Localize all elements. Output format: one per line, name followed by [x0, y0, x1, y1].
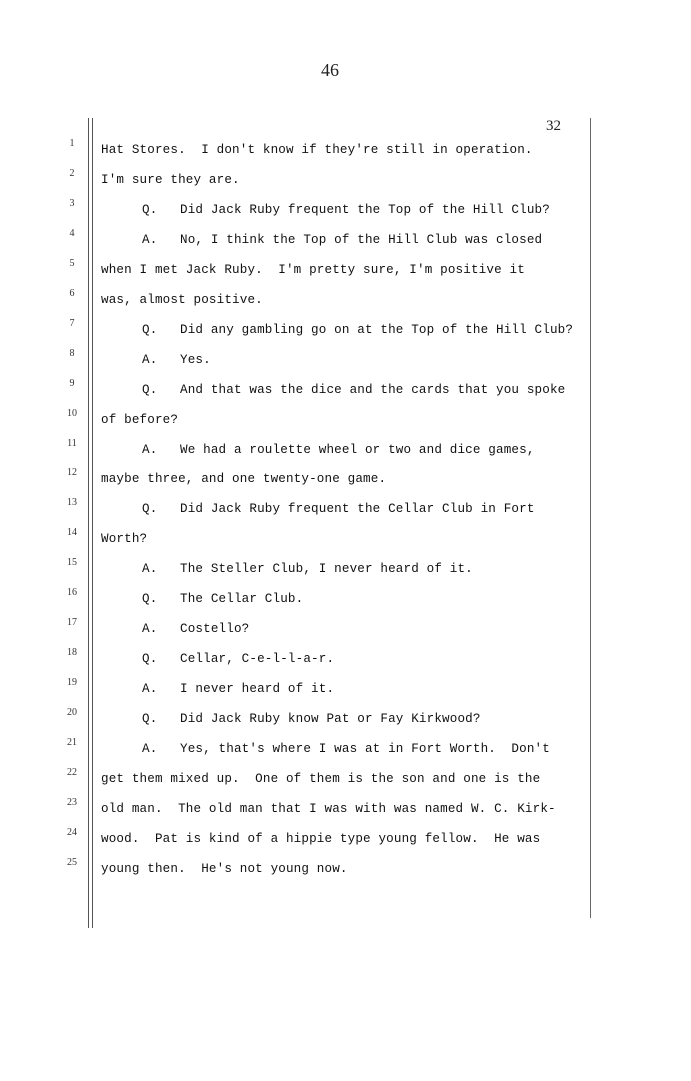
transcript-line: [101, 293, 263, 307]
line-number: 12: [67, 467, 77, 478]
line-number: 5: [69, 258, 75, 269]
line-text: Cellar, C-e-l-l-a-r.: [180, 652, 335, 666]
line-text: And that was the dice and the cards that you spoke: [180, 383, 566, 397]
line-number: 8: [69, 348, 75, 359]
line-number: 23: [67, 797, 77, 808]
speaker-label: A.: [142, 233, 158, 247]
right-margin-rule: [590, 118, 591, 918]
line-text: I'm sure they are.: [101, 173, 240, 187]
transcript-line: [142, 592, 303, 606]
line-text: was, almost positive.: [101, 293, 263, 307]
line-text: of before?: [101, 413, 179, 427]
line-number: 10: [67, 408, 77, 419]
line-text: Did Jack Ruby frequent the Top of the Hill Club?: [180, 203, 550, 217]
line-number: 1: [69, 138, 75, 149]
transcript-line: [142, 562, 473, 576]
transcript-line: [142, 203, 550, 217]
left-margin-rule: [88, 118, 89, 928]
line-number: 9: [69, 378, 75, 389]
line-text: Yes.: [180, 353, 211, 367]
left-margin-rule-inner: [92, 118, 93, 928]
line-text: We had a roulette wheel or two and dice games,: [180, 443, 535, 457]
line-text: Hat Stores. I don't know if they're still in operation.: [101, 143, 533, 157]
transcript-line: [101, 532, 147, 546]
speaker-label: Q.: [142, 652, 158, 666]
line-text: The Steller Club, I never heard of it.: [180, 562, 473, 576]
line-text: Worth?: [101, 532, 148, 546]
transcript-page-number: 32: [546, 118, 561, 134]
line-text: maybe three, and one twenty-one game.: [101, 472, 387, 486]
speaker-label: A.: [142, 742, 158, 756]
transcript-line: [101, 143, 533, 157]
line-text: wood. Pat is kind of a hippie type young fellow. He was: [101, 832, 541, 846]
transcript-line: [142, 443, 535, 457]
line-number: 3: [69, 198, 75, 209]
line-text: The Cellar Club.: [180, 592, 304, 606]
line-text: Did Jack Ruby know Pat or Fay Kirkwood?: [180, 712, 481, 726]
line-number: 14: [67, 527, 77, 538]
line-text: Yes, that's where I was at in Fort Worth. Don't: [180, 742, 550, 756]
line-text: I never heard of it.: [180, 682, 335, 696]
transcript-line: [101, 263, 525, 277]
transcript-line: [101, 832, 540, 846]
line-number: 15: [67, 557, 77, 568]
line-number: 21: [67, 737, 77, 748]
speaker-label: A.: [142, 622, 158, 636]
line-number: 20: [67, 707, 77, 718]
line-text: young then. He's not young now.: [101, 862, 348, 876]
speaker-label: Q.: [142, 502, 158, 516]
transcript-line: [142, 712, 481, 726]
line-number: 18: [67, 647, 77, 658]
speaker-label: Q.: [142, 203, 158, 217]
speaker-label: A.: [142, 562, 158, 576]
line-number: 2: [69, 168, 75, 179]
transcript-line: [101, 173, 240, 187]
line-number: 17: [67, 617, 77, 628]
line-number: 22: [67, 767, 77, 778]
speaker-label: Q.: [142, 383, 158, 397]
transcript-line: [101, 772, 540, 786]
speaker-label: A.: [142, 443, 158, 457]
speaker-label: A.: [142, 353, 158, 367]
line-number: 19: [67, 677, 77, 688]
transcript-line: [101, 862, 348, 876]
transcript-line: [142, 652, 334, 666]
line-number: 25: [67, 857, 77, 868]
transcript-line: [101, 802, 556, 816]
transcript-line: [101, 472, 386, 486]
transcript-line: [142, 682, 334, 696]
page-number: 46: [321, 60, 339, 80]
line-number: 7: [69, 318, 75, 329]
line-text: No, I think the Top of the Hill Club was closed: [180, 233, 543, 247]
line-text: get them mixed up. One of them is the son and one is the: [101, 772, 541, 786]
line-number: 16: [67, 587, 77, 598]
transcript-line: [142, 742, 550, 756]
line-number: 4: [69, 228, 75, 239]
speaker-label: Q.: [142, 712, 158, 726]
line-text: Did any gambling go on at the Top of the Hill Club?: [180, 323, 574, 337]
line-text: when I met Jack Ruby. I'm pretty sure, I'm positive it: [101, 263, 525, 277]
transcript-line: [142, 353, 211, 367]
speaker-label: A.: [142, 682, 158, 696]
transcript-line: [142, 323, 573, 337]
line-number: 6: [69, 288, 75, 299]
transcript-line: [101, 413, 178, 427]
transcript-line: [142, 233, 542, 247]
speaker-label: Q.: [142, 592, 158, 606]
line-text: Costello?: [180, 622, 250, 636]
line-text: old man. The old man that I was with was named W. C. Kirk-: [101, 802, 556, 816]
transcript-line: [142, 502, 535, 516]
line-number: 24: [67, 827, 77, 838]
line-number: 11: [67, 438, 77, 449]
transcript-line: [142, 383, 565, 397]
line-text: Did Jack Ruby frequent the Cellar Club in Fort: [180, 502, 535, 516]
speaker-label: Q.: [142, 323, 158, 337]
line-number: 13: [67, 497, 77, 508]
transcript-line: [142, 622, 249, 636]
